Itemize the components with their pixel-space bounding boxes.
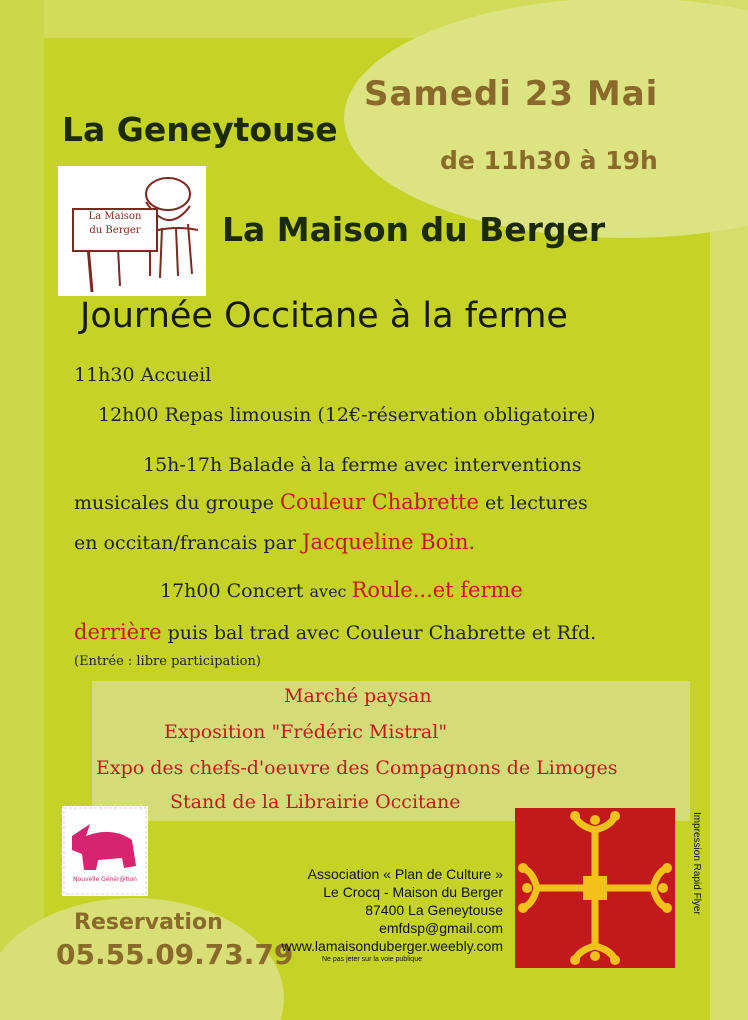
program-balade-line2 — [74, 490, 588, 514]
reservation-label: Reservation — [74, 910, 223, 935]
concert-avec: avec — [309, 582, 352, 601]
exhibition-line: Exposition "Frédéric Mistral" — [164, 721, 448, 743]
compagnons-line: Expo des chefs-d'oeuvre des Compagnons de Limoges — [96, 757, 618, 779]
association-city: 87400 La Geneytouse — [365, 902, 503, 918]
program-concert-line1 — [160, 578, 523, 602]
publisher-name: Nouvelle Génér@tion — [73, 876, 137, 883]
program-balade-text-end: et lectures — [478, 492, 588, 514]
event-title: Journée Occitane à la ferme — [80, 296, 568, 336]
association-address: Le Crocq - Maison du Berger — [323, 884, 503, 900]
occitan-flag — [515, 808, 675, 968]
maison-du-berger-logo — [58, 166, 206, 296]
logo-text-line1: La Maison — [88, 211, 142, 222]
reservation-phone: 05.55.09.73.79 — [56, 938, 294, 971]
program-repas: 12h00 Repas limousin (12€-réservation obligatoire) — [98, 404, 596, 426]
entry-note: (Entrée : libre participation) — [74, 654, 261, 669]
logo-sign — [72, 208, 158, 252]
program-balade-line1: 15h-17h Balade à la ferme avec interventions — [143, 454, 582, 476]
association-email: emfdsp@gmail.com — [379, 920, 503, 936]
bal-trad-text: puis bal trad avec Couleur Chabrette et Rfd. — [161, 622, 597, 644]
disposal-notice: Ne pas jeter sur la voie publique — [321, 956, 422, 963]
band-name: Roule...et ferme — [351, 578, 523, 602]
place-name: La Geneytouse — [62, 110, 338, 149]
venue-name: La Maison du Berger — [222, 210, 606, 249]
logo-text-line2: du Berger — [89, 225, 141, 236]
program-balade-text: musicales du groupe — [74, 492, 280, 514]
market-line: Marché paysan — [284, 685, 432, 707]
program-concert-line2 — [74, 620, 596, 644]
association-name: Association « Plan de Culture » — [307, 866, 503, 882]
group-name: Couleur Chabrette — [279, 490, 479, 514]
program-balade-line3 — [74, 530, 475, 554]
program-lecture-text: en occitan/francais par — [74, 532, 303, 554]
event-hours: de 11h30 à 19h — [440, 146, 658, 175]
concert-time: 17h00 Concert — [160, 580, 310, 602]
band-name-end: derrière — [74, 620, 162, 644]
printer-credit: Impression Rapid Flyer — [691, 812, 702, 915]
association-website: www.lamaisonduberger.weebly.com — [281, 938, 503, 954]
reader-name: Jacqueline Boin. — [302, 530, 476, 554]
publisher-logo — [62, 806, 148, 896]
activities-box — [92, 681, 690, 821]
frame-left — [0, 0, 44, 1020]
librairie-line: Stand de la Librairie Occitane — [170, 791, 461, 813]
program-accueil: 11h30 Accueil — [74, 364, 212, 386]
event-date: Samedi 23 Mai — [364, 74, 659, 114]
occitan-cross-icon — [515, 808, 675, 968]
